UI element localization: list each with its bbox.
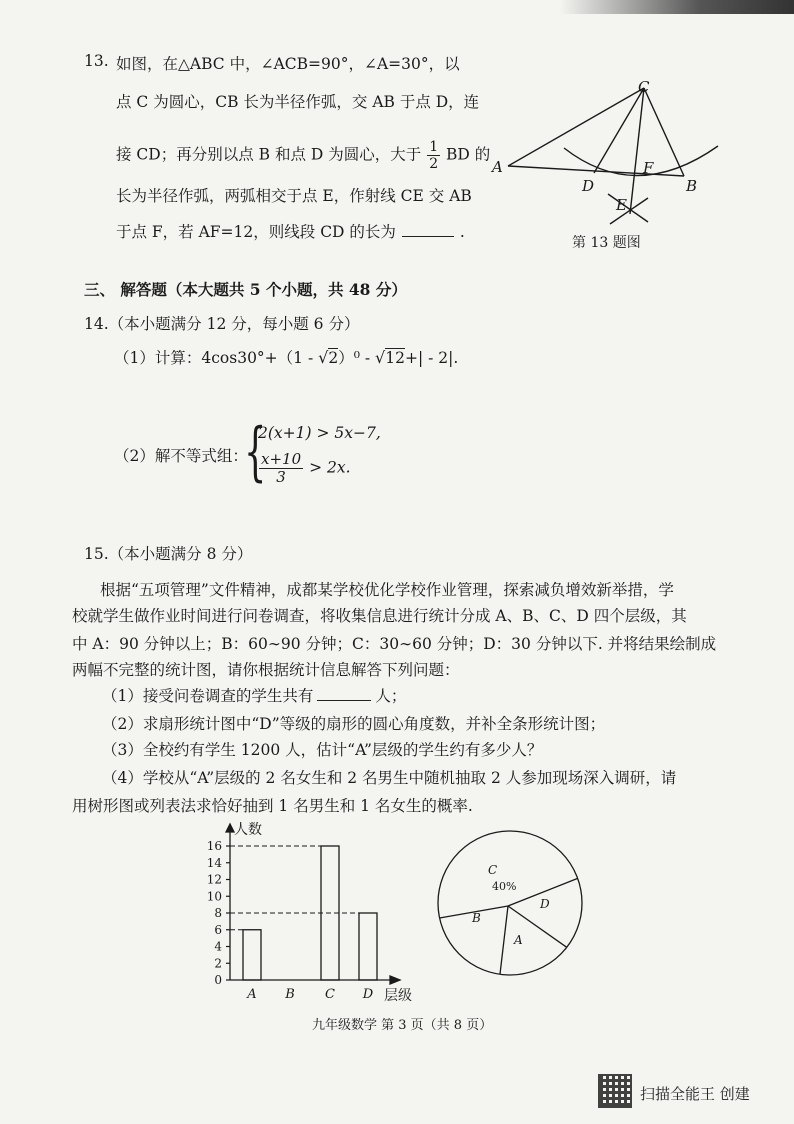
x-tick-label: A: [247, 987, 257, 1002]
bar-D: [359, 913, 377, 980]
q13-number: 13.: [84, 52, 109, 70]
y-tick-label: 14: [206, 855, 222, 870]
answer-blank[interactable]: [317, 686, 371, 701]
y-tick-label: 10: [206, 889, 222, 904]
expr-part-a: 4cos30°+（1 -: [201, 349, 319, 367]
x-axis-arrow: [390, 976, 400, 984]
section-3-heading: 三、 解答题（本大题共 5 个小题，共 48 分）: [84, 280, 407, 299]
q13-line-3: [116, 140, 490, 171]
y-tick-label: 2: [214, 956, 222, 971]
pie-label-A: A: [514, 933, 523, 947]
q13-line-5: [116, 220, 465, 242]
y-tick-label: 12: [206, 872, 222, 887]
y-tick-label: 0: [214, 973, 222, 987]
y-axis-label: 人数: [234, 822, 262, 838]
system-brace: {: [244, 415, 267, 489]
inequality-2: [258, 452, 351, 485]
label-d: D: [582, 177, 595, 195]
q15-sub-4b: 用树形图或列表法求恰好抽到 1 名男生和 1 名女生的概率.: [72, 797, 473, 815]
y-tick-label: 4: [214, 939, 222, 954]
q15-sub-1a: （1）接受问卷调查的学生共有: [102, 687, 314, 705]
pie-label-C: C: [488, 863, 498, 877]
x-tick-label: D: [362, 987, 374, 1002]
qr-code-icon: [598, 1074, 632, 1108]
fraction-numerator: 1: [429, 139, 439, 155]
inequality-2-rest: > 2x.: [309, 458, 351, 477]
q15-sub-1: [102, 684, 406, 706]
q14-part-1-label: （1）计算：: [114, 349, 202, 367]
q13-line-4: 长为半径作弧，两弧相交于点 E，作射线 CE 交 AB: [116, 187, 472, 205]
pie-outline: [438, 831, 582, 975]
y-tick-label: 6: [214, 922, 222, 937]
y-tick-label: 8: [214, 906, 222, 920]
x-tick-label: B: [285, 987, 295, 1002]
x-axis-label: 层级: [384, 988, 412, 1002]
q15-para-4: 两幅不完整的统计图，请你根据统计信息解答下列问题：: [72, 661, 460, 679]
q15-para-3: 中 A：90 分钟以上；B：60∼90 分钟；C：30∼60 分钟；D：30 分钟以下. 并将结果绘制成: [72, 635, 717, 653]
q13-line-3a: 接 CD；再分别以点 B 和点 D 为圆心，大于: [116, 145, 422, 164]
q14-part-2-label: （2）解不等式组：: [114, 447, 248, 465]
expr-part-c: +| - 2|.: [404, 349, 459, 367]
q15-para-2: 校就学生做作业时间进行问卷调查，将收集信息进行统计分成 A、B、C、D 四个层级，其: [72, 607, 687, 625]
bar-A: [243, 930, 261, 980]
arc-mark-1: [608, 194, 648, 222]
q13-fraction: [427, 140, 440, 171]
scan-edge-shadow: [560, 0, 794, 14]
expr-part-b: ）⁰ -: [338, 349, 376, 367]
sqrt-2: 2: [328, 349, 339, 367]
pie-divider: [500, 906, 508, 974]
inequality-2-fraction: [259, 452, 303, 485]
q15-sub-2: （2）求扇形统计图中“D”等级的扇形的圆心角度数，并补全条形统计图；: [102, 715, 606, 733]
q15-para-1: 根据“五项管理”文件精神，成都某学校优化学校作业管理，探索减负增效新举措，学: [100, 581, 674, 599]
q15-sub-4a: （4）学校从“A”层级的 2 名女生和 2 名男生中随机抽取 2 人参加现场深入调研，请: [102, 769, 677, 787]
label-c: C: [638, 78, 650, 96]
fraction-denominator: 3: [276, 468, 286, 486]
bar-chart: [196, 816, 426, 1002]
label-b: B: [686, 177, 698, 195]
q15-sub-1b: 人；: [375, 687, 407, 705]
y-tick-label: 16: [206, 839, 222, 853]
q13-line-1: 如图，在△ABC 中，∠ACB=90°，∠A=30°，以: [116, 55, 460, 73]
q13-figure-caption: 第 13 题图: [572, 235, 641, 251]
q13-line-2: 点 C 为圆心，CB 长为半径作弧，交 AB 于点 D，连: [116, 93, 480, 111]
q14-header: 14.（本小题满分 12 分，每小题 6 分）: [84, 315, 360, 333]
y-axis-arrow: [226, 824, 234, 832]
label-f: F: [643, 159, 654, 177]
q13-geometry-figure: [486, 76, 736, 236]
q13-line-5b: .: [459, 223, 465, 241]
inequality-1: 2(x+1) > 5x−7,: [258, 424, 381, 442]
sqrt-12: 12: [385, 349, 405, 367]
pie-label-B: B: [472, 911, 481, 925]
q15-sub-3: （3）全校约有学生 1200 人，估计“A”层级的学生约有多少人？: [102, 741, 543, 759]
pie-label-D: D: [540, 897, 550, 911]
side-ac: [508, 88, 644, 166]
page-footer: 九年级数学 第 3 页（共 8 页）: [312, 1018, 493, 1033]
fraction-numerator: x+10: [261, 450, 302, 468]
q14-part-1: （1）计算：4cos30°+（1 - √2）⁰ - √12+| - 2|.: [114, 348, 459, 367]
scanner-watermark: 扫描全能王 创建: [640, 1085, 750, 1103]
label-a: A: [492, 158, 503, 176]
q13-line-5a: 于点 F，若 AF=12，则线段 CD 的长为: [116, 223, 396, 241]
label-e: E: [616, 196, 627, 214]
pie-percent-c: 40%: [492, 880, 517, 893]
fraction-denominator: 2: [429, 156, 439, 172]
q13-line-3b: BD 的: [446, 145, 491, 164]
q15-header: 15.（本小题满分 8 分）: [84, 545, 253, 563]
answer-blank[interactable]: [402, 222, 454, 237]
pie-chart: [430, 828, 590, 978]
x-tick-label: C: [325, 987, 335, 1002]
